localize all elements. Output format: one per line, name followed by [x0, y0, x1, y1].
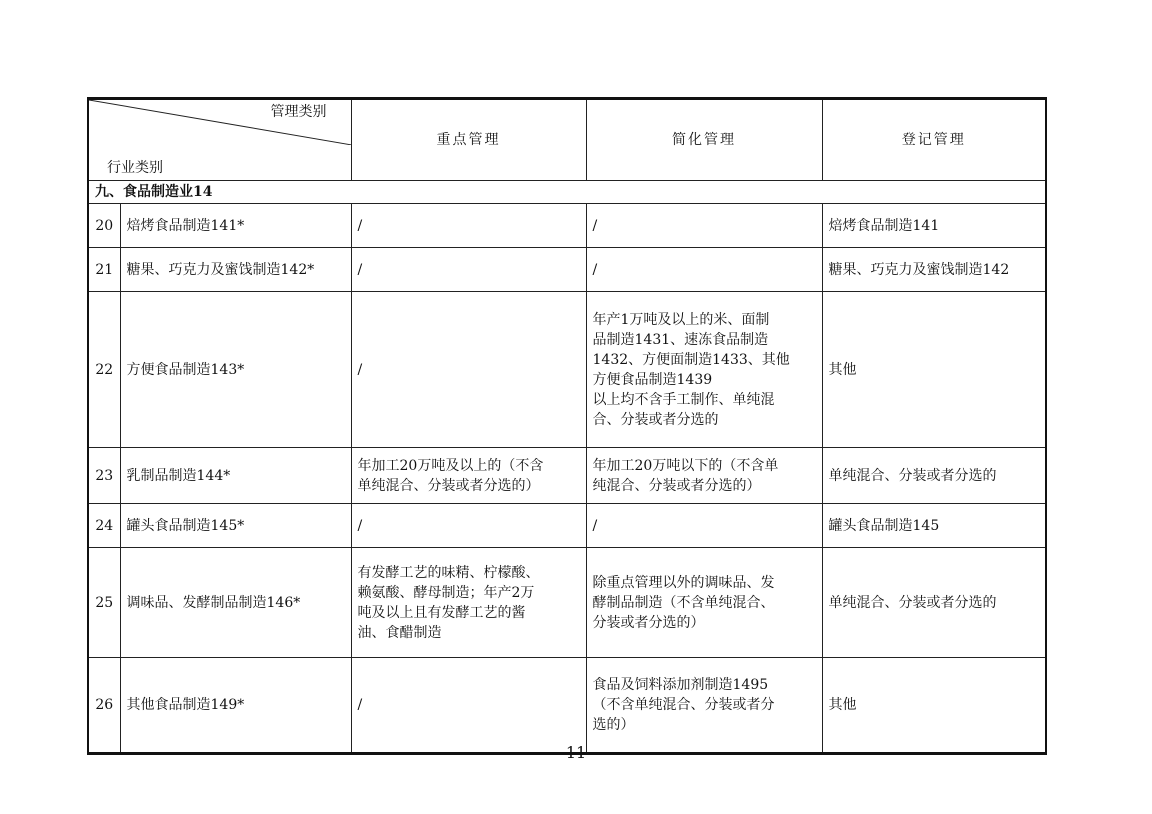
row-number: 26	[88, 658, 120, 754]
simple-cell: 年产1万吨及以上的米、面制 品制造1431、速冻食品制造 1432、方便面制造1433、其他 方便食品制造1439 以上均不含手工制作、单纯混 合、分装或者分选的	[586, 292, 822, 448]
section-row	[88, 181, 1046, 204]
diagonal-header-cell	[88, 99, 351, 181]
industry-cell: 方便食品制造143*	[120, 292, 351, 448]
key-cell: /	[351, 504, 586, 548]
table-row	[88, 504, 1046, 548]
register-cell: 糖果、巧克力及蜜饯制造142	[822, 248, 1046, 292]
simple-cell: 食品及饲料添加剂制造1495 （不含单纯混合、分装或者分 选的）	[586, 658, 822, 754]
table-row	[88, 658, 1046, 754]
key-cell: /	[351, 658, 586, 754]
page-footer	[0, 743, 1152, 762]
simple-cell: /	[586, 248, 822, 292]
industry-cell: 罐头食品制造145*	[120, 504, 351, 548]
industry-cell: 焙烤食品制造141*	[120, 204, 351, 248]
management-category-table	[87, 97, 1047, 755]
industry-cell: 调味品、发酵制品制造146*	[120, 548, 351, 658]
register-cell: 其他	[822, 658, 1046, 754]
section-title: 九、食品制造业14	[88, 181, 1046, 204]
row-number: 22	[88, 292, 120, 448]
key-cell: /	[351, 204, 586, 248]
row-number: 25	[88, 548, 120, 658]
simple-cell: 年加工20万吨以下的（不含单 纯混合、分装或者分选的）	[586, 448, 822, 504]
table-row	[88, 448, 1046, 504]
register-cell: 焙烤食品制造141	[822, 204, 1046, 248]
industry-cell: 糖果、巧克力及蜜饯制造142*	[120, 248, 351, 292]
table-row	[88, 248, 1046, 292]
key-management-header: 重点管理	[351, 99, 586, 181]
register-cell: 单纯混合、分装或者分选的	[822, 548, 1046, 658]
key-cell: /	[351, 248, 586, 292]
simplified-management-header: 简化管理	[586, 99, 822, 181]
key-cell: 年加工20万吨及以上的（不含 单纯混合、分装或者分选的）	[351, 448, 586, 504]
row-number: 24	[88, 504, 120, 548]
row-number: 20	[88, 204, 120, 248]
industry-cell: 乳制品制造144*	[120, 448, 351, 504]
table-row	[88, 548, 1046, 658]
industry-category-label: 行业类别	[107, 160, 163, 176]
table-row	[88, 292, 1046, 448]
key-cell: /	[351, 292, 586, 448]
key-cell: 有发酵工艺的味精、柠檬酸、 赖氨酸、酵母制造；年产2万 吨及以上且有发酵工艺的酱 油、食醋制造	[351, 548, 586, 658]
row-number: 21	[88, 248, 120, 292]
registration-management-header: 登记管理	[822, 99, 1046, 181]
register-cell: 其他	[822, 292, 1046, 448]
industry-cell: 其他食品制造149*	[120, 658, 351, 754]
simple-cell: /	[586, 204, 822, 248]
row-number: 23	[88, 448, 120, 504]
table-header-row	[88, 99, 1046, 181]
simple-cell: 除重点管理以外的调味品、发 酵制品制造（不含单纯混合、 分装或者分选的）	[586, 548, 822, 658]
register-cell: 单纯混合、分装或者分选的	[822, 448, 1046, 504]
page-number: 11	[565, 743, 587, 762]
simple-cell: /	[586, 504, 822, 548]
footer-dash-left: —	[526, 743, 543, 762]
register-cell: 罐头食品制造145	[822, 504, 1046, 548]
table-row	[88, 204, 1046, 248]
footer-dash-right: —	[609, 743, 626, 762]
management-category-label: 管理类别	[270, 104, 327, 120]
